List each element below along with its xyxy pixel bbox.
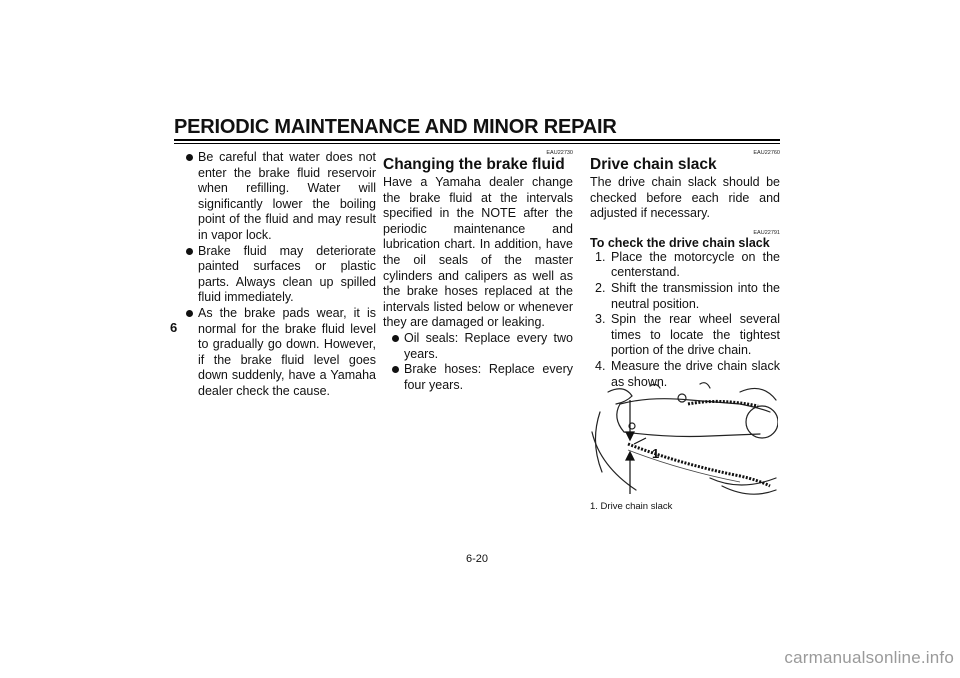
bullet-item: Brake hoses: Replace every four years. <box>392 362 573 393</box>
replacement-bullet-list <box>392 331 573 393</box>
drive-chain-illustration <box>590 382 778 497</box>
column-1 <box>186 150 376 400</box>
page-number: 6-20 <box>466 553 489 565</box>
column-3 <box>590 150 780 390</box>
step-item: 4. Measure the drive chain slack as shown. <box>595 358 780 389</box>
header-rule-thick <box>174 139 780 141</box>
subsection-heading: To check the drive chain slack <box>590 235 770 250</box>
step-item: 2. Shift the transmission into the neutral position. <box>595 280 780 311</box>
bullet-item: As the brake pads wear, it is normal for the brake fluid level to gradually go down. However, if the brake fluid level goes down suddenly, have a Yamaha dealer check the cause. <box>186 306 376 400</box>
section-body: The drive chain slack should be checked before each ride and adjusted if necessary. <box>590 175 780 221</box>
column-2 <box>383 150 573 393</box>
section-body: Have a Yamaha dealer change the brake fluid at the intervals specified in the NOTE after the periodic maintenance and lubrication chart. In addition, have the oil seals of the master cylinders and calipers as well as the brake hoses replaced at the intervals listed below or whenever they are damaged or leaking. <box>383 175 573 330</box>
section-code: EAU22730 <box>546 150 573 156</box>
figure-callout: 1 <box>652 446 660 461</box>
figure-caption: 1. Drive chain slack <box>590 501 673 512</box>
subsection-code: EAU22791 <box>753 229 780 236</box>
chapter-tab: 6 <box>170 320 178 335</box>
bullet-item: Brake fluid may deteriorate painted surfaces or plastic parts. Always clean up spilled fluid immediately. <box>186 244 376 306</box>
bullet-item: Oil seals: Replace every two years. <box>392 331 573 362</box>
page-title: PERIODIC MAINTENANCE AND MINOR REPAIR <box>174 116 617 138</box>
section-code: EAU22760 <box>753 150 780 156</box>
section-heading-brake-fluid: Changing the brake fluid <box>383 156 565 173</box>
watermark: carmanualsonline.info <box>784 648 954 667</box>
header-rule-thin <box>174 143 780 144</box>
bullet-item: Be careful that water does not enter the brake fluid reservoir when refilling. Water will significantly lower the boiling point of the fluid and may result in vapor lock. <box>186 150 376 244</box>
steps-list <box>590 250 780 390</box>
section-heading-drive-chain: Drive chain slack <box>590 156 717 173</box>
step-item: 1. Place the motorcycle on the centerstand. <box>595 249 780 280</box>
step-item: 3. Spin the rear wheel several times to locate the tightest portion of the drive chain. <box>595 312 780 358</box>
caution-bullet-list <box>186 150 376 400</box>
